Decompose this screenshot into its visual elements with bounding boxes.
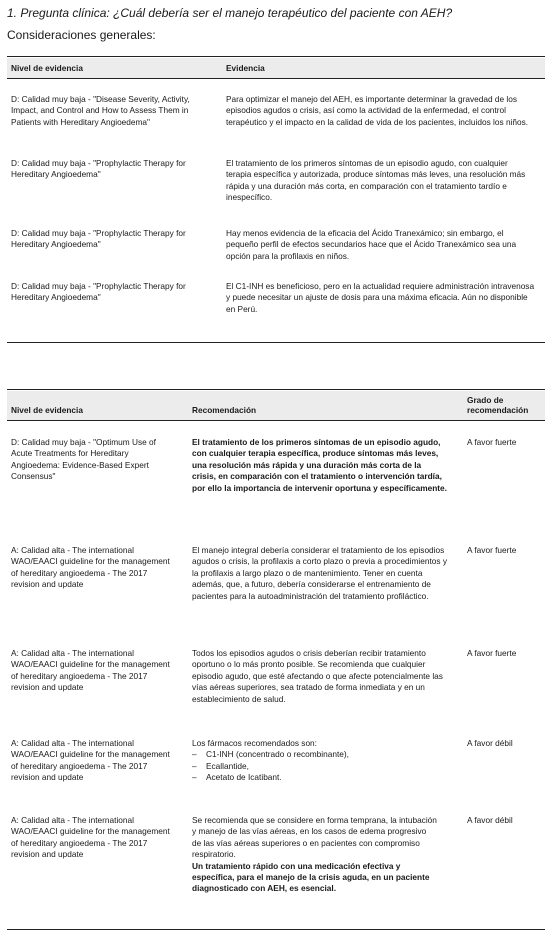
table-row-4-grade: A favor débil [467, 738, 513, 748]
drug-item-3: Acetato de Icatibant. [206, 772, 282, 783]
table-row-4-level: A: Calidad alta - The international WAO/EAACI guideline for the management of hereditary angioedema - The 2017 revision and update [11, 738, 170, 783]
table-row-1-evidence: Para optimizar el manejo del AEH, es importante determinar la gravedad de los episodios agudos o crisis, así como la actividad de la enfermedad, el control terapéutico y el impacto en la calidad de vida de los pacientes, incluidos los niños. [226, 94, 529, 127]
table-top-rule [7, 56, 545, 57]
table-header-band [7, 58, 545, 78]
header-nivel-evidencia: Nivel de evidencia [11, 63, 83, 73]
header-nivel-evidencia: Nivel de evidencia [11, 405, 83, 415]
recommendation-table [7, 385, 545, 930]
table-row-2-level: A: Calidad alta - The international WAO/EAACI guideline for the management of hereditary angioedema - The 2017 revision and update [11, 545, 170, 590]
table-row-3-level: A: Calidad alta - The international WAO/EAACI guideline for the management of hereditary angioedema - The 2017 revision and update [11, 648, 170, 693]
table-row-2-level: D: Calidad muy baja - "Prophylactic Therapy for Hereditary Angioedema" [11, 158, 186, 180]
table-row-4-level: D: Calidad muy baja - "Prophylactic Therapy for Hereditary Angioedema" [11, 281, 186, 303]
drug-item-1: C1-INH (concentrado o recombinante), [206, 749, 349, 760]
table-row-2-evidence: El tratamiento de los primeros síntomas de un episodio agudo, con cualquier terapia específica y autorizada, produce síntomas más leves, una resolución más rápida y una duración más corta, en comparación con el tratamiento tardío e inespecífico. [226, 158, 526, 203]
table-row-5-grade: A favor débil [467, 815, 513, 825]
table-row-1-grade: A favor fuerte [467, 437, 517, 447]
list-item: – Ecallantide, [192, 760, 249, 771]
table-row-3-grade: A favor fuerte [467, 648, 517, 658]
recommendation-text: Se recomienda que se considere en forma temprana, la intubación y manejo de las vías aéreas, en los casos de edema progresivo de las vías aéreas superiores o en pacientes con compromiso respiratorio. [192, 815, 437, 860]
table-header-rule [7, 420, 545, 421]
table-row-1-level: D: Calidad muy baja - "Disease Severity, Activity, Impact, and Control and How to Assess Them in Patients with Hereditary Angioedema" [11, 94, 190, 127]
table-row-1-recommendation: El tratamiento de los primeros síntomas de un episodio agudo, con cualquier terapia específica, produce síntomas más leves, una resolución más rápida y una duración más corta de la crisis, en comparación con el tratamiento o intervención tardía, por ello la importancia de intervenir oportuna y específicamente. [192, 437, 447, 493]
clinical-question: 1. Pregunta clínica: ¿Cuál debería ser el manejo terapéutico del paciente con AEH? [7, 6, 453, 20]
header-evidencia: Evidencia [226, 63, 265, 73]
table-bottom-rule [7, 929, 545, 930]
table-row-4-evidence: El C1-INH es beneficioso, pero en la actualidad requiere administración intravenosa y puede necesitar un ajuste de dosis para una máxima eficacia. Aún no disponible en Perú. [226, 281, 535, 314]
considerations-title: Consideraciones generales: [7, 28, 156, 42]
header-grado-recomendacion: Grado de recomendación [467, 395, 529, 415]
table-row-5-recommendation [192, 815, 437, 895]
header-recomendacion: Recomendación [192, 405, 257, 415]
table-row-1-level: D: Calidad muy baja - "Optimum Use of Acute Treatments for Hereditary Angioedema: Evidence-Based Expert Consensus" [11, 437, 156, 482]
table-row-5-level: A: Calidad alta - The international WAO/EAACI guideline for the management of hereditary angioedema - The 2017 revision and update [11, 815, 170, 860]
table-top-rule [7, 389, 545, 390]
evidence-table [7, 48, 545, 344]
table-row-3-level: D: Calidad muy baja - "Prophylactic Therapy for Hereditary Angioedema" [11, 228, 186, 250]
table-header-band [7, 391, 545, 420]
table-row-3-recommendation: Todos los episodios agudos o crisis deberían recibir tratamiento oportuno o lo más pronto posible. Se recomienda que cualquier episodio agudo, que esté afectando o que afecte potencialmente las vías aéreas superiores, sea tratado de forma inmediata y en un establecimiento de salud. [192, 648, 443, 704]
table-row-2-recommendation: El manejo integral debería considerar el tratamiento de los episodios agudos o crisis, la profilaxis a corto plazo o previa a procedimientos y la profilaxis a largo plazo o de mantenimiento. Tener en cuenta además, que, a futuro, debería considerarse el entrenamiento de pacientes para la autoadministración del tratamiento profiláctico. [192, 545, 448, 601]
table-header-rule [7, 78, 545, 79]
table-row-3-evidence: Hay menos evidencia de la eficacia del Ácido Tranexámico; sin embargo, el pequeño perfil de efectos secundarios hace que el Ácido Tranexámico sea una opción para la profilaxis en niños. [226, 228, 517, 261]
recommendation-intro: Los fármacos recomendados son: [192, 738, 317, 748]
table-bottom-rule [7, 342, 545, 343]
recommendation-bold-text: Un tratamiento rápido con una medicación efectiva y específica, para el manejo de la crisis aguda, en un paciente diagnosticado con AEH, es esencial. [192, 860, 430, 894]
table-row-4-recommendation [192, 738, 452, 784]
drug-item-2: Ecallantide, [206, 760, 249, 771]
list-item: – C1-INH (concentrado o recombinante), [192, 749, 349, 760]
list-item: – Acetato de Icatibant. [192, 772, 282, 783]
table-row-2-grade: A favor fuerte [467, 545, 517, 555]
